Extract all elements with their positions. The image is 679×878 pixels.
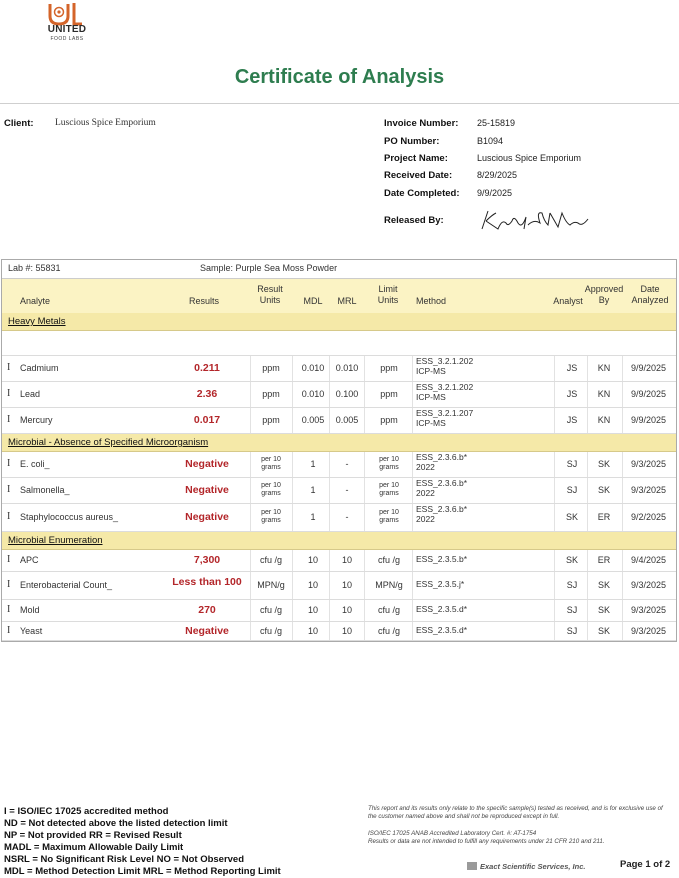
column-divider [622, 600, 623, 621]
column-divider [292, 572, 293, 599]
project-name-value: Luscious Spice Emporium [477, 153, 582, 163]
section-title: Heavy Metals [8, 316, 66, 327]
column-divider [329, 382, 330, 407]
column-divider [622, 550, 623, 571]
result-value: 270 [198, 604, 216, 616]
footer-company: Exact Scientific Services, Inc. [480, 862, 586, 871]
date-analyzed: 9/3/2025 [631, 485, 667, 495]
column-divider [622, 382, 623, 407]
result-units: cfu /g [259, 626, 282, 636]
page-title: Certificate of Analysis [234, 66, 445, 88]
approver-initials: KN [597, 389, 611, 399]
analyte-name: Yeast [20, 626, 43, 636]
method-code: ESS_2.3.6.b* 2022 [416, 504, 468, 524]
iso-accredited-mark: I [7, 388, 11, 399]
column-divider [292, 550, 293, 571]
approver-initials: KN [597, 363, 611, 373]
table-row [2, 452, 676, 478]
column-divider [329, 356, 330, 381]
limit-units: ppm [380, 389, 398, 399]
mrl-value: 10 [341, 555, 352, 565]
fda-note-text: Results or data are not intended to fulfill any requirements under 21 CFR 210 and 211. [368, 838, 605, 845]
column-divider [587, 478, 588, 503]
column-divider [554, 452, 555, 477]
result-units: cfu /g [259, 605, 282, 615]
signature-icon [478, 207, 590, 235]
received-date-label: Received Date: [384, 170, 453, 181]
mrl-value: - [345, 459, 349, 469]
mdl-value: 0.010 [301, 363, 325, 373]
column-divider [554, 550, 555, 571]
analyte-name: Mold [20, 605, 40, 615]
column-divider [364, 382, 365, 407]
analyst-initials: SJ [566, 459, 578, 469]
column-divider [364, 572, 365, 599]
result-value: 0.211 [194, 362, 220, 374]
result-units: cfu /g [259, 555, 282, 565]
column-divider [587, 600, 588, 621]
project-name-label: Project Name: [384, 153, 448, 164]
column-divider [622, 504, 623, 531]
mdl-value: 10 [307, 580, 318, 590]
column-divider [250, 356, 251, 381]
limit-units: cfu /g [377, 605, 400, 615]
column-divider [364, 356, 365, 381]
date-analyzed: 9/9/2025 [631, 389, 667, 399]
result-value: Negative [185, 484, 229, 496]
iso-accredited-mark: I [7, 362, 11, 373]
column-divider [250, 600, 251, 621]
result-value: Less than 100 [172, 576, 242, 588]
iso-accredited-mark: I [7, 579, 11, 590]
column-divider [250, 622, 251, 640]
column-divider [329, 572, 330, 599]
method-code: ESS_3.2.1.207 ICP-MS [416, 408, 474, 428]
method-code: ESS_2.3.6.b* 2022 [416, 478, 468, 498]
legend-line: ND = Not detected above the listed detection limit [4, 818, 228, 829]
limit-units: ppm [380, 415, 398, 425]
method-code: ESS_2.3.6.b* 2022 [416, 452, 468, 472]
limit-units: per 10 grams [379, 482, 399, 497]
column-divider [364, 600, 365, 621]
column-divider [250, 572, 251, 599]
result-value: 2.36 [196, 388, 218, 400]
column-divider [554, 356, 555, 381]
column-divider [622, 478, 623, 503]
column-divider [412, 622, 413, 640]
analyte-name: Lead [20, 389, 41, 399]
legend-line: MADL = Maximum Allowable Daily Limit [4, 842, 184, 853]
analyst-initials: JS [566, 389, 578, 399]
blank-row [2, 331, 676, 356]
po-number-label: PO Number: [384, 136, 440, 147]
approver-initials: KN [597, 415, 611, 425]
mrl-value: 10 [341, 605, 352, 615]
analyte-name: E. coli_ [20, 459, 50, 469]
header-mdl: MDL [303, 296, 323, 306]
mrl-value: 0.005 [335, 415, 359, 425]
table-row [2, 600, 676, 622]
header-analyte: Analyte [20, 296, 51, 306]
column-divider [292, 622, 293, 640]
date-completed-value: 9/9/2025 [477, 188, 513, 198]
column-divider [622, 572, 623, 599]
approver-initials: SK [597, 580, 610, 590]
lab-sample-row [2, 260, 676, 279]
logo-wordmark: UNITED [47, 24, 87, 35]
date-analyzed: 9/3/2025 [631, 580, 667, 590]
mdl-value: 10 [307, 555, 318, 565]
invoice-number-label: Invoice Number: [384, 118, 459, 129]
column-divider [292, 382, 293, 407]
header-date-analyzed: Date Analyzed [631, 284, 669, 305]
column-divider [554, 600, 555, 621]
mrl-value: 0.100 [335, 389, 359, 399]
table-row [2, 382, 676, 408]
analyte-name: Enterobacterial Count_ [20, 580, 113, 590]
column-divider [412, 572, 413, 599]
analyst-initials: SJ [566, 580, 578, 590]
column-divider [587, 452, 588, 477]
column-divider [412, 504, 413, 531]
column-divider [364, 504, 365, 531]
date-analyzed: 9/3/2025 [631, 626, 667, 636]
column-divider [412, 600, 413, 621]
analyte-name: Salmonella_ [20, 485, 70, 495]
column-divider [292, 408, 293, 433]
table-row [2, 408, 676, 434]
approver-initials: SK [597, 626, 610, 636]
analyst-initials: SJ [566, 605, 578, 615]
iso-accredited-mark: I [7, 604, 11, 615]
result-units: per 10 grams [261, 456, 281, 471]
legend-line: I = ISO/IEC 17025 accredited method [4, 806, 169, 817]
iso-accredited-mark: I [7, 625, 11, 636]
section-header [2, 313, 676, 331]
limit-units: cfu /g [377, 555, 400, 565]
legend-line: NP = Not provided RR = Revised Result [4, 830, 182, 841]
mdl-value: 1 [310, 512, 316, 522]
header-analyst: Analyst [553, 296, 583, 306]
page-number: Page 1 of 2 [620, 859, 671, 870]
method-code: ESS_2.3.5.d* [416, 625, 468, 635]
analyte-name: Staphylococcus aureus_ [20, 512, 119, 522]
column-divider [292, 504, 293, 531]
header-result-units: Result Units [257, 284, 283, 305]
column-divider [554, 504, 555, 531]
column-divider [292, 452, 293, 477]
date-analyzed: 9/9/2025 [631, 415, 667, 425]
section-title: Microbial Enumeration [8, 535, 103, 546]
analyst-initials: JS [566, 415, 578, 425]
column-divider [364, 452, 365, 477]
section-title: Microbial - Absence of Specified Microorganism [8, 437, 209, 448]
mrl-value: 10 [341, 626, 352, 636]
column-divider [364, 478, 365, 503]
column-divider [554, 622, 555, 640]
column-divider [250, 382, 251, 407]
analyte-name: Mercury [20, 415, 53, 425]
column-divider [250, 408, 251, 433]
analyst-initials: SK [565, 512, 578, 522]
result-units: per 10 grams [261, 509, 281, 524]
limit-units: per 10 grams [379, 456, 399, 471]
column-divider [329, 504, 330, 531]
column-divider [329, 550, 330, 571]
logo-subtitle: FOOD LABS [50, 36, 84, 42]
analyte-name: APC [20, 555, 39, 565]
column-divider [412, 408, 413, 433]
client-value: Luscious Spice Emporium [55, 118, 156, 128]
analyst-initials: SK [565, 555, 578, 565]
column-divider [329, 600, 330, 621]
limit-units: MPN/g [375, 580, 403, 590]
header-results: Results [188, 296, 219, 306]
column-divider [622, 356, 623, 381]
legend-line: NSRL = No Significant Risk Level NO = Not Observed [4, 854, 245, 865]
date-analyzed: 9/3/2025 [631, 459, 667, 469]
mrl-value: 10 [341, 580, 352, 590]
column-divider [250, 478, 251, 503]
header-method: Method [416, 296, 447, 306]
limit-units: ppm [380, 363, 398, 373]
analyst-initials: SJ [566, 626, 578, 636]
analyst-initials: SJ [566, 485, 578, 495]
table-header [2, 279, 676, 313]
abbreviation-legend [4, 806, 281, 878]
section-header [2, 434, 676, 452]
column-divider [587, 622, 588, 640]
disclaimer-text: This report and its results only relate to the specific sample(s) tested as received, and is for exclusive use of the customer named above and shall not be reproduced except in full. [368, 805, 663, 820]
column-divider [587, 382, 588, 407]
iso-accredited-mark: I [7, 414, 11, 425]
mdl-value: 1 [310, 485, 316, 495]
column-divider [587, 504, 588, 531]
method-code: ESS_2.3.5.j* [416, 579, 465, 589]
result-value: 7,300 [193, 554, 221, 566]
result-value: Negative [185, 511, 229, 523]
result-units: ppm [262, 415, 280, 425]
united-food-labs-logo-icon [47, 2, 83, 26]
mdl-value: 0.010 [301, 389, 325, 399]
mrl-value: - [345, 485, 349, 495]
date-analyzed: 9/3/2025 [631, 605, 667, 615]
column-divider [412, 382, 413, 407]
column-divider [412, 452, 413, 477]
result-value: Negative [185, 458, 229, 470]
approver-initials: SK [597, 605, 610, 615]
table-row [2, 356, 676, 382]
date-completed-label: Date Completed: [384, 188, 460, 199]
column-divider [412, 478, 413, 503]
limit-units: cfu /g [377, 626, 400, 636]
column-divider [554, 572, 555, 599]
analyte-name: Cadmium [20, 363, 59, 373]
result-units: MPN/g [257, 580, 285, 590]
client-label: Client: [4, 118, 34, 129]
mdl-value: 10 [307, 605, 318, 615]
result-value: 0.017 [193, 414, 221, 426]
column-divider [364, 408, 365, 433]
approver-initials: SK [597, 485, 610, 495]
mrl-value: - [345, 512, 349, 522]
table-row [2, 550, 676, 572]
iso-accredited-mark: I [7, 554, 11, 565]
legend-line: MDL = Method Detection Limit MRL = Method Reporting Limit [4, 866, 281, 877]
method-code: ESS_2.3.5.b* [416, 554, 468, 564]
date-analyzed: 9/9/2025 [631, 363, 667, 373]
date-analyzed: 9/4/2025 [631, 555, 667, 565]
column-divider [329, 478, 330, 503]
column-divider [587, 408, 588, 433]
column-divider [554, 408, 555, 433]
mdl-value: 1 [310, 459, 316, 469]
header-mrl: MRL [337, 296, 357, 306]
column-divider [250, 452, 251, 477]
column-divider [329, 622, 330, 640]
date-analyzed: 9/2/2025 [631, 512, 667, 522]
invoice-number-value: 25-15819 [477, 118, 516, 128]
column-divider [554, 382, 555, 407]
result-value: Negative [185, 625, 229, 637]
column-divider [329, 452, 330, 477]
title-divider [0, 103, 679, 104]
column-divider [622, 622, 623, 640]
iso-accredited-mark: I [7, 484, 11, 495]
approver-initials: ER [597, 512, 611, 522]
result-units: ppm [262, 363, 280, 373]
iso-accredited-mark: I [7, 458, 11, 469]
lab-number: Lab #: 55831 [8, 263, 61, 273]
exact-logo-icon [466, 861, 478, 871]
received-date-value: 8/29/2025 [477, 170, 518, 180]
mdl-value: 10 [307, 626, 318, 636]
column-divider [364, 622, 365, 640]
method-code: ESS_3.2.1.202 ICP-MS [416, 382, 474, 402]
table-row [2, 622, 676, 641]
method-code: ESS_2.3.5.d* [416, 604, 468, 614]
column-divider [622, 452, 623, 477]
mrl-value: 0.010 [335, 363, 359, 373]
header-limit-units: Limit Units [377, 284, 399, 305]
column-divider [554, 478, 555, 503]
method-code: ESS_3.2.1.202 ICP-MS [416, 356, 474, 376]
table-row [2, 504, 676, 532]
approver-initials: ER [597, 555, 611, 565]
column-divider [364, 550, 365, 571]
header-approved-by: Approved By [584, 284, 624, 305]
limit-units: per 10 grams [379, 509, 399, 524]
table-row [2, 478, 676, 504]
released-by-label: Released By: [384, 215, 444, 226]
approver-initials: SK [597, 459, 610, 469]
analyst-initials: JS [566, 363, 578, 373]
column-divider [412, 550, 413, 571]
column-divider [292, 478, 293, 503]
iso-accredited-mark: I [7, 511, 11, 522]
column-divider [250, 504, 251, 531]
column-divider [622, 408, 623, 433]
column-divider [412, 356, 413, 381]
result-units: per 10 grams [261, 482, 281, 497]
accreditation-text: ISO/IEC 17025 ANAB Accredited Laboratory Cert. #: AT-1754 [368, 830, 537, 837]
po-number-value: B1094 [477, 136, 504, 146]
column-divider [292, 356, 293, 381]
section-header [2, 532, 676, 550]
column-divider [329, 408, 330, 433]
sample-name: Sample: Purple Sea Moss Powder [200, 263, 338, 273]
result-units: ppm [262, 389, 280, 399]
mdl-value: 0.005 [301, 415, 325, 425]
column-divider [587, 572, 588, 599]
column-divider [292, 600, 293, 621]
table-row [2, 572, 676, 600]
column-divider [587, 550, 588, 571]
column-divider [250, 550, 251, 571]
column-divider [587, 356, 588, 381]
